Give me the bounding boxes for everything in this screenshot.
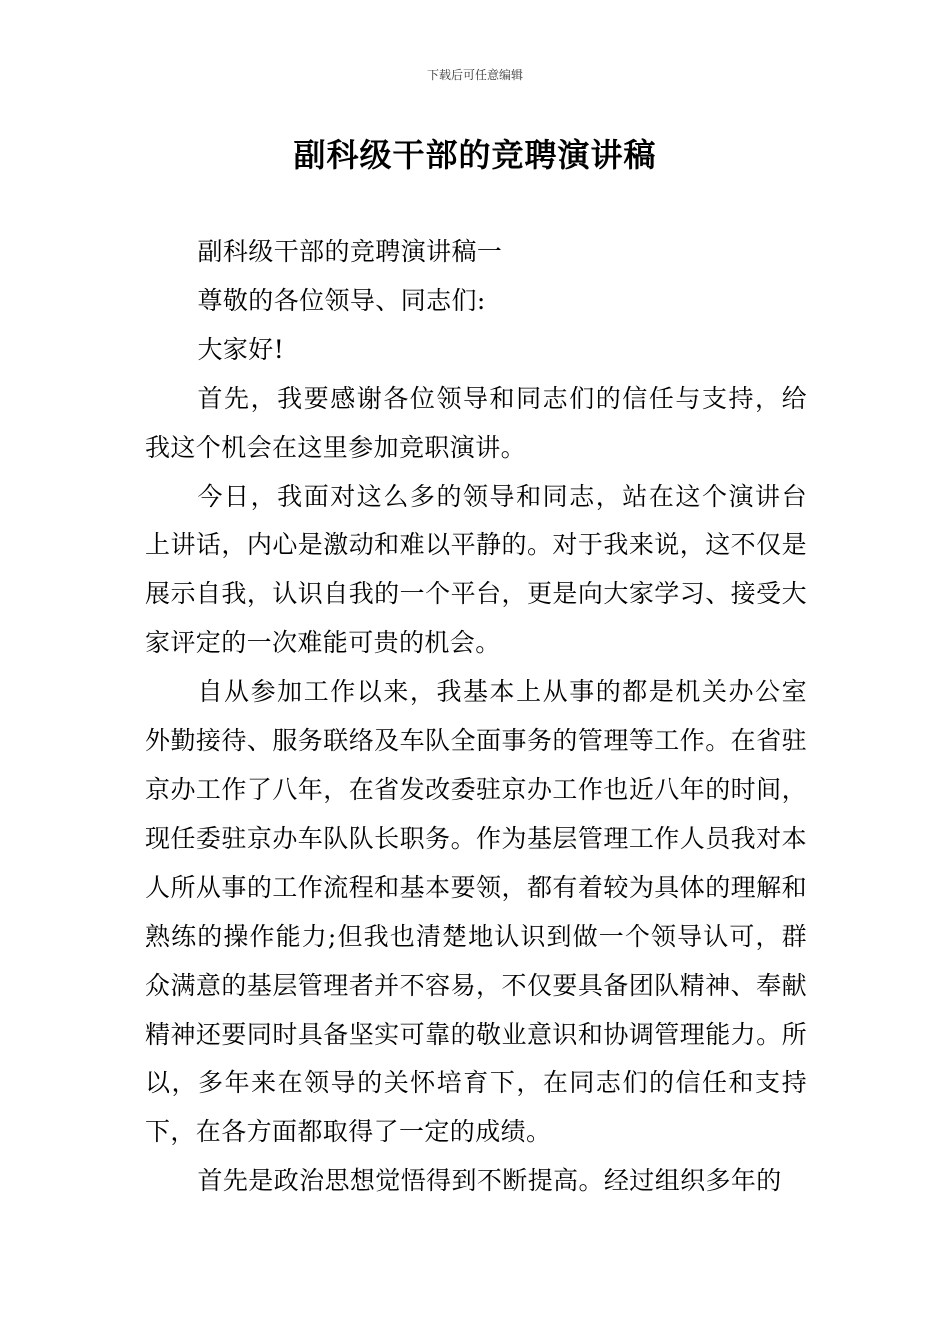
paragraph-subtitle: 副科级干部的竞聘演讲稿一 [197,237,503,266]
document-title: 副科级干部的竞聘演讲稿 [293,136,657,174]
paragraph-political: 首先是政治思想觉悟得到不断提高。经过组织多年的 [197,1166,782,1196]
paragraph-experience: 自从参加工作以来，我基本上从事的都是机关办公室外勤接待、服务联络及车队全面事务的管理等工作。在省驻京办工作了八年，在省发改委驻京办工作也近八年的时间，现任委驻京办车队队长职务。作为基层管理工作人员我对本人所从事的工作流程和基本要领，都有着较为具体的理解和熟练的操作能力;但我也清楚地认识到做一个领导认可，群众满意的基层管理者并不容易，不仅要具备团队精神、奉献精神还要同时具备坚实可靠的敬业意识和协调管理能力。所以，多年来在领导的关怀培育下，在同志们的信任和支持下，在各方面都取得了一定的成绩。 [145,677,807,1147]
paragraph-feelings: 今日，我面对这么多的领导和同志，站在这个演讲台上讲话，内心是激动和难以平静的。对于我来说，这不仅是展示自我，认识自我的一个平台，更是向大家学习、接受大家评定的一次难能可贵的机会。 [145,481,807,658]
header-note: 下载后可任意编辑 [426,68,523,82]
paragraph-thanks: 首先，我要感谢各位领导和同志们的信任与支持，给我这个机会在这里参加竞职演讲。 [145,383,807,462]
paragraph-greeting: 大家好! [197,334,285,364]
document-body [145,228,807,1206]
paragraph-salutation: 尊敬的各位领导、同志们: [197,285,486,315]
